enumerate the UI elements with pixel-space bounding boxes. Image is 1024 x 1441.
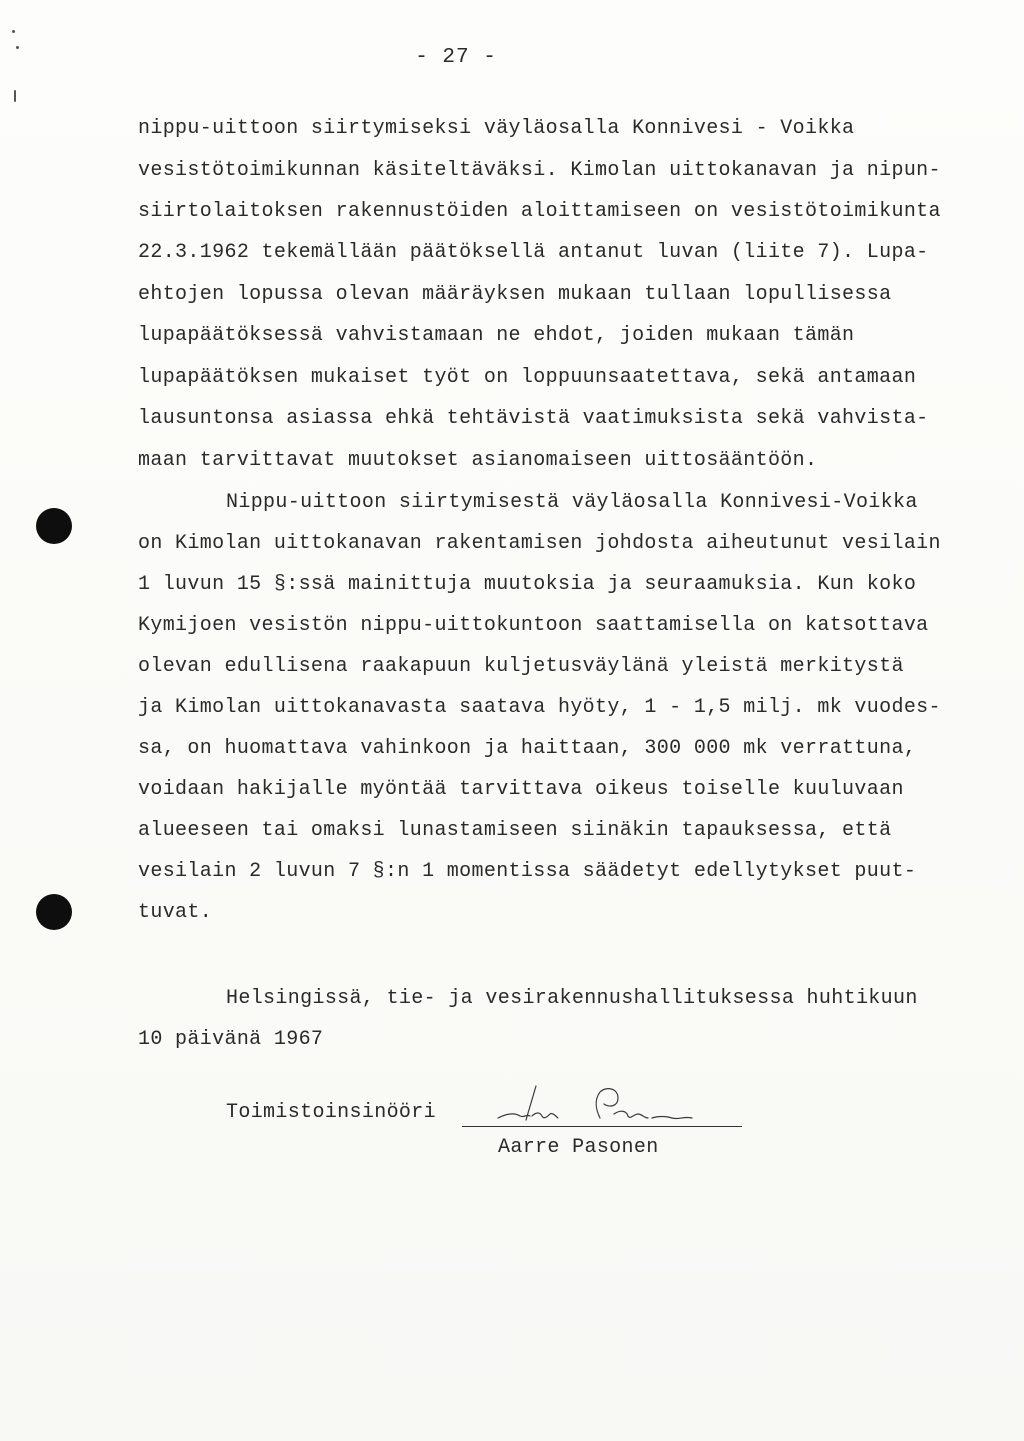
signer-title: Toimistoinsinööri: [226, 1101, 436, 1124]
text-line: tuvat.: [138, 901, 213, 924]
margin-speck: [12, 30, 15, 33]
text-line: siirtolaitoksen rakennustöiden aloittamiseen on vesistötoimikunta: [138, 200, 941, 223]
page-number: - 27 -: [415, 46, 497, 69]
margin-speck: [14, 90, 16, 102]
text-line: maan tarvittavat muutokset asianomaiseen uittosääntöön.: [138, 449, 818, 472]
handwritten-signature: [462, 1080, 742, 1130]
text-line: vesistötoimikunnan käsiteltäväksi. Kimolan uittokanavan ja nipun-: [138, 159, 941, 182]
signer-name: Aarre Pasonen: [498, 1136, 659, 1159]
punch-hole-top: [36, 508, 72, 544]
text-line: lausuntonsa asiassa ehkä tehtävistä vaatimuksista sekä vahvista-: [138, 407, 929, 430]
text-line: olevan edullisena raakapuun kuljetusväylänä yleistä merkitystä: [138, 655, 904, 678]
text-line: on Kimolan uittokanavan rakentamisen johdosta aiheutunut vesilain: [138, 532, 941, 555]
text-line: Kymijoen vesistön nippu-uittokuntoon saattamisella on katsottava: [138, 614, 929, 637]
text-line: lupapäätöksessä vahvistamaan ne ehdot, joiden mukaan tämän: [138, 324, 855, 347]
text-line: lupapäätöksen mukaiset työt on loppuunsaatettava, sekä antamaan: [138, 366, 917, 389]
text-line: ehtojen lopussa olevan määräyksen mukaan tullaan lopullisessa: [138, 283, 892, 306]
place-line: Helsingissä, tie- ja vesirakennushallituksessa huhtikuun: [226, 987, 918, 1010]
text-line: vesilain 2 luvun 7 §:n 1 momentissa säädetyt edellytykset puut-: [138, 860, 917, 883]
text-line: voidaan hakijalle myöntää tarvittava oikeus toiselle kuuluvaan: [138, 778, 904, 801]
text-line: ja Kimolan uittokanavasta saatava hyöty, 1 - 1,5 milj. mk vuodes-: [138, 696, 941, 719]
text-line: 1 luvun 15 §:ssä mainittuja muutoksia ja seuraamuksia. Kun koko: [138, 573, 917, 596]
text-line: sa, on huomattava vahinkoon ja haittaan, 300 000 mk verrattuna,: [138, 737, 917, 760]
signature-line: [462, 1126, 742, 1127]
text-line: Nippu-uittoon siirtymisestä väyläosalla Konnivesi-Voikka: [226, 491, 918, 514]
text-line: 22.3.1962 tekemällään päätöksellä antanut luvan (liite 7). Lupa-: [138, 241, 929, 264]
date-line: 10 päivänä 1967: [138, 1028, 324, 1051]
text-line: nippu-uittoon siirtymiseksi väyläosalla Konnivesi - Voikka: [138, 117, 855, 140]
text-line: alueeseen tai omaksi lunastamiseen siinäkin tapauksessa, että: [138, 819, 892, 842]
punch-hole-bottom: [36, 894, 72, 930]
